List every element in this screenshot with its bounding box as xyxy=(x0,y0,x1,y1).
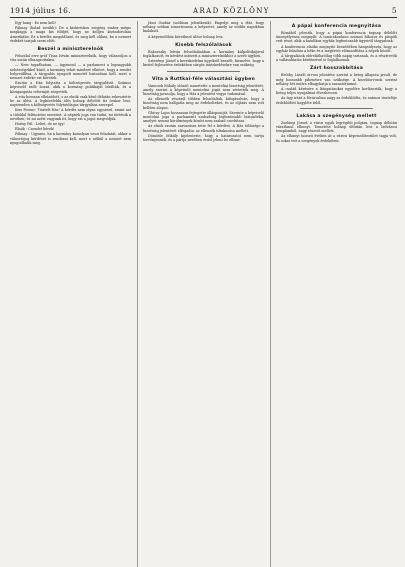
column-separator xyxy=(167,71,240,72)
article-paragraph: A család kérésére a látogatásokat egyelőre korlátozták, hogy a beteg teljes nyugalmat élvezhessen. xyxy=(276,87,397,96)
article-paragraph: Az ügy iránt a fővárosban nagy az érdeklődés, és számos tisztelője érdeklődött hogyléte felől. xyxy=(276,96,397,105)
article-heading: Kisebb felszólalások xyxy=(175,42,232,48)
article-paragraph: Az elhunyt hosszú éveken át a városi képviselőtestület tagja volt, és sokat tett a szegények érdekében. xyxy=(276,134,397,143)
issue-date: 1914 július 16. xyxy=(10,6,71,15)
article-paragraph: Ezután a Ház folytatta a költségvetés tárgyalását. Számos képviselő szólt hozzá, akik a kormány politikáját bírálták, és a közigazgatás reformját sürgették. xyxy=(10,81,131,94)
article-heading: Vita a Ruttkai-féle választási ügyben xyxy=(152,76,255,82)
article-heading: A pápai konferencia megnyitása xyxy=(291,24,382,29)
column-2 xyxy=(137,21,264,567)
article-paragraph: Hoitsy Pál : Lehet, de ne így! xyxy=(15,122,65,127)
article-paragraph: Felszólal erre gróf Tisza István miniszterelnök, hogy válaszoljon a vita során elhangzottakra. xyxy=(10,54,131,63)
article-paragraph: Szterényi József a kereskedelmi ügyekről beszélt, kiemelve, hogy a kivitel fejlesztése érdekében sürgős intézkedésekre van szükség. xyxy=(143,59,264,68)
article-paragraph: Elnök : Csendet kérek! xyxy=(15,127,55,132)
article-paragraph: Dömötör Mihály kijelentette, hogy a határozatot nem tartja törvényesnek, és a pártja nevében óvást jelent be ellene. xyxy=(143,133,264,143)
columns xyxy=(10,21,397,567)
article-paragraph: Az ellenzék részéről többen felszólaltak, kifogásolván, hogy a bizottság nem hallgatta meg az érdekelteket, és az eljárás nem volt kellően alapos. xyxy=(143,97,264,110)
article-paragraph: Rómából jelentik, hogy a pápai konferencia tegnap délelőtt ünnepélyesen megnyílt. A tanácskozáson számos bíboros és püspök vett részt, akik a katolikus egyház legfontosabb ügyeiről tárgyalnak. xyxy=(276,31,397,44)
article-paragraph: Pálmay : Ugyanis, ha a kormány komolyan veszi feladatát, akkor a választójog kérdését is rendezni kell, mert e nélkül a nemzet nem nyugodhatik meg. xyxy=(10,132,131,145)
article-paragraph: Beöthy László orvosi jelentése szerint a beteg állapota javult, de még hosszabb pihenésre van szüksége. A kezelőorvosok szerint néhány hét múlva elhagyhatja a szanatóriumot. xyxy=(276,73,397,86)
article-paragraph: Ghiczy Lajos hosszasan fejtegette álláspontját. Szerinte a képviselő mentelmi joga a parlamenti szabadság legfontosabb biztosítéka, amelyet semmi körülmények között nem szabad csorbítani. xyxy=(143,110,264,124)
article-paragraph: Jászi Oszkár (szólásra jelentkezik): Engedje meg a Ház, hogy néhány szóban ismertessem a helyzetet, amely az utóbbi napokban kialakult. xyxy=(143,21,264,34)
masthead xyxy=(10,6,397,15)
article-paragraph: A képviselőház következő ülése holnap lesz. xyxy=(148,34,224,39)
article-paragraph: Egy hang : Ez nem kell! xyxy=(15,21,56,25)
column-separator xyxy=(300,108,373,109)
page-number: 5 xyxy=(391,6,397,15)
article-paragraph: Vanicsek Mihály előadó ismertette a mentelmi bizottság jelentését, amely szerint a képviselő mentelmi jogát nem sértették meg. A bizottság javasolja, hogy a Ház a jelentést vegye tudomásul. xyxy=(143,83,264,97)
article-heading: Lakása a szegénység mellett xyxy=(296,113,377,119)
article-paragraph: — Nem tagadhatom, — úgymond — a parlament a legnagyobb nehézségekkel küzd, a kormány tehát mindent elkövet, hogy a rendet helyreállítsa. A tárgyalás nyugodt menetét biztosítani kell, mert a nemzet érdeke ezt követeli. xyxy=(10,63,131,81)
article-paragraph: Pálmay (halad tovább): De a kisbirtokos szegény ember mégis megkapja a maga kis földjét, hogy ne kelljen kivándorolnia Amerikába. Ez a kérdés megoldható, és meg kell oldani, ha a nemzet érdekét tartjuk szem előtt. xyxy=(10,26,131,43)
article-heading: Zárt hosszabbítása xyxy=(309,66,364,72)
article-paragraph: Zselányi József, a város egyik legrégibb polgára, tegnap délután váratlanul elhunyt. Temetése holnap délután lesz a belvárosi templomból, nagy részvét mellett. xyxy=(276,120,397,134)
column-3 xyxy=(270,21,397,567)
article-paragraph: Rakovszky István felszólalásában a kormány külpolitikájával foglalkozott, és kérdést intézett a miniszterelnökhöz a szerb ügyben. xyxy=(143,49,264,59)
article-paragraph: Kiss Ferenc: Tisztelt Ház! A kérdés nem olyan egyszerű, amint azt a túloldal feltüntetni szeretné. A népnek joga van tudni, mi történik a nevében, és mi azért vagyunk itt, hogy ezt a jogot megvédjük. xyxy=(10,108,131,121)
article-heading: Beszél a miniszterelnök xyxy=(37,47,104,53)
article-paragraph: A konferencia elnöke megnyitó beszédében hangsúlyozta, hogy az egyház feladata a béke és a megértés előmozdítása a népek között. xyxy=(276,44,397,53)
article-paragraph: Az elnök ezután szavazásra tette fel a kérdést. A Ház többsége a bizottság jelentését elfogadta, az ellenzék tiltakozása mellett. xyxy=(143,124,264,133)
masthead-rule xyxy=(10,17,397,18)
column-1 xyxy=(10,21,131,567)
article-paragraph: A tárgyalások előreláthatólag több napig tartanak, és a résztvevők a vallásoktatás kérdéseivel is foglalkoznak. xyxy=(276,54,397,63)
article-paragraph: A vita hosszan elhúzódott, s az elnök csak késő délután rekesztette be az ülést. A legközelebbi ülés holnap délelőtt tíz órakor lesz, napirenden a költségvetés folytatólagos tárgyalása szerepel. xyxy=(10,94,131,108)
paper-name: ARAD KÖZLÖNY xyxy=(193,7,270,15)
